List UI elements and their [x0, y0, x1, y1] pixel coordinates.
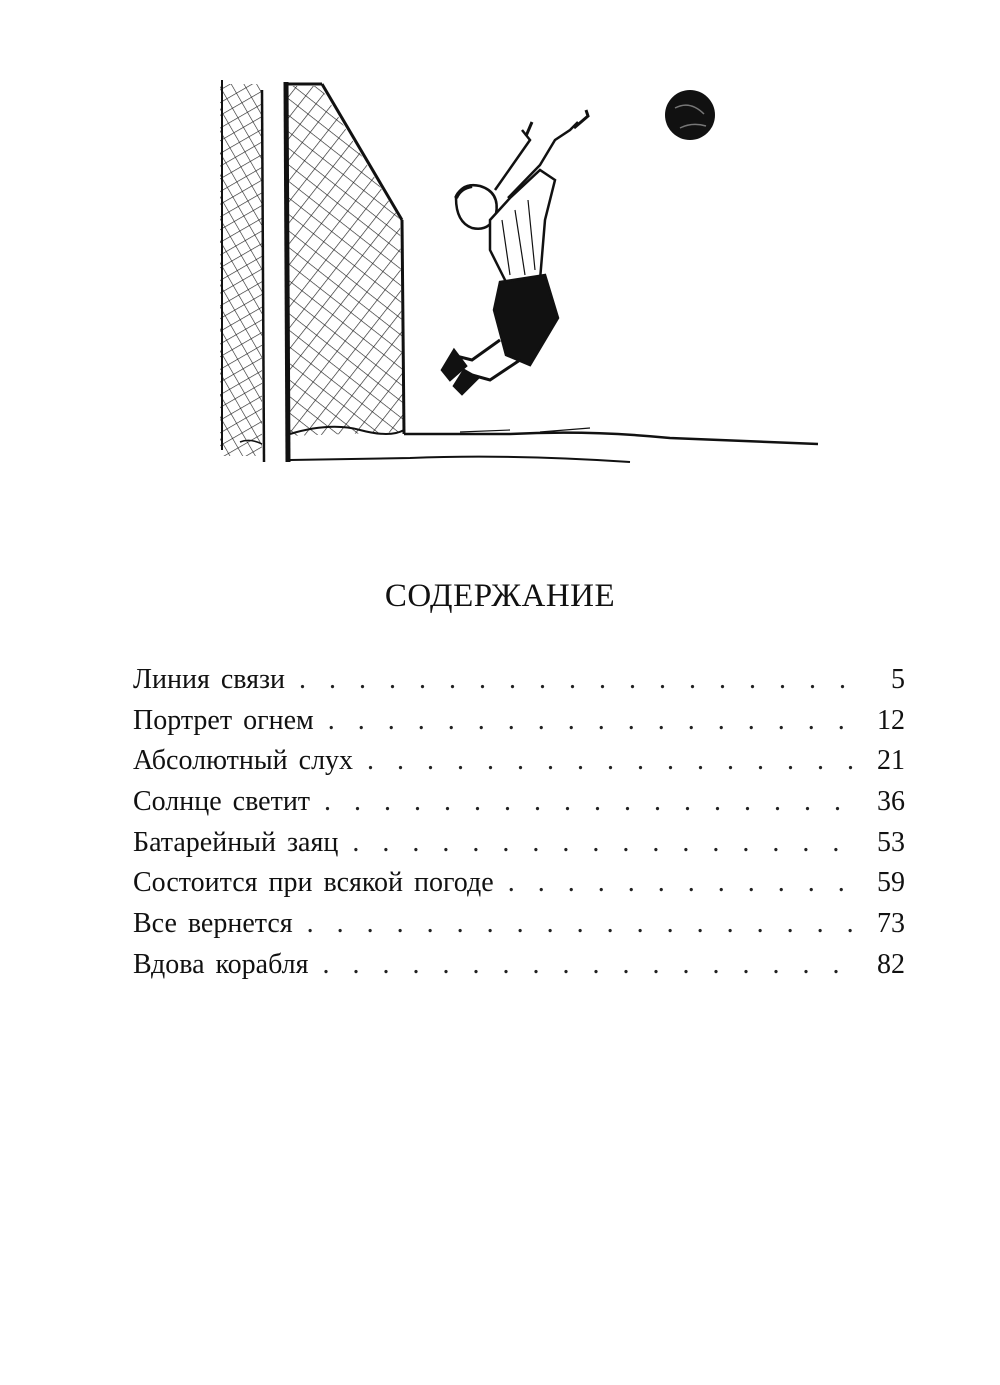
table-of-contents [133, 664, 905, 990]
toc-entry-page: 21 [877, 745, 905, 777]
left-net [220, 80, 264, 462]
toc-entry[interactable] [133, 664, 905, 705]
toc-entry[interactable] [133, 786, 905, 827]
toc-entry-page: 59 [877, 867, 905, 899]
toc-entry-page: 82 [877, 948, 905, 980]
dot-leader [367, 745, 863, 777]
toc-entry[interactable] [133, 949, 905, 990]
toc-entry-title: Абсолютный слух [133, 745, 354, 777]
toc-entry-title: Батарейный заяц [133, 826, 339, 858]
toc-entry-title: Линия связи [133, 664, 286, 695]
toc-entry[interactable] [133, 827, 905, 868]
toc-entry-page: 36 [877, 786, 905, 818]
toc-entry[interactable] [133, 705, 905, 746]
goalkeeper-figure [442, 110, 588, 394]
toc-entry[interactable] [133, 867, 905, 908]
dot-leader [324, 786, 863, 818]
goalkeeper-illustration [210, 70, 830, 480]
toc-entry[interactable] [133, 908, 905, 949]
dot-leader [352, 827, 863, 859]
toc-entry-title: Все вернется [133, 908, 293, 940]
toc-entry-page: 53 [877, 826, 905, 858]
goal-net [286, 82, 404, 462]
dot-leader [328, 705, 863, 737]
toc-entry-title: Вдова корабля [133, 948, 309, 980]
toc-entry-page: 5 [891, 664, 905, 695]
toc-entry-page: 12 [877, 704, 905, 736]
toc-entry-title: Солнце светит [133, 786, 311, 818]
toc-entry[interactable] [133, 745, 905, 786]
page-title: СОДЕРЖАНИЕ [384, 578, 616, 614]
toc-entry-title: Состоится при всякой погоде [133, 867, 494, 899]
dot-leader [323, 949, 863, 981]
toc-entry-page: 73 [877, 908, 905, 940]
dot-leader [299, 664, 863, 696]
dot-leader [307, 908, 863, 940]
ball-icon [665, 90, 715, 140]
toc-entry-title: Портрет огнем [133, 704, 314, 736]
dot-leader [508, 867, 863, 899]
